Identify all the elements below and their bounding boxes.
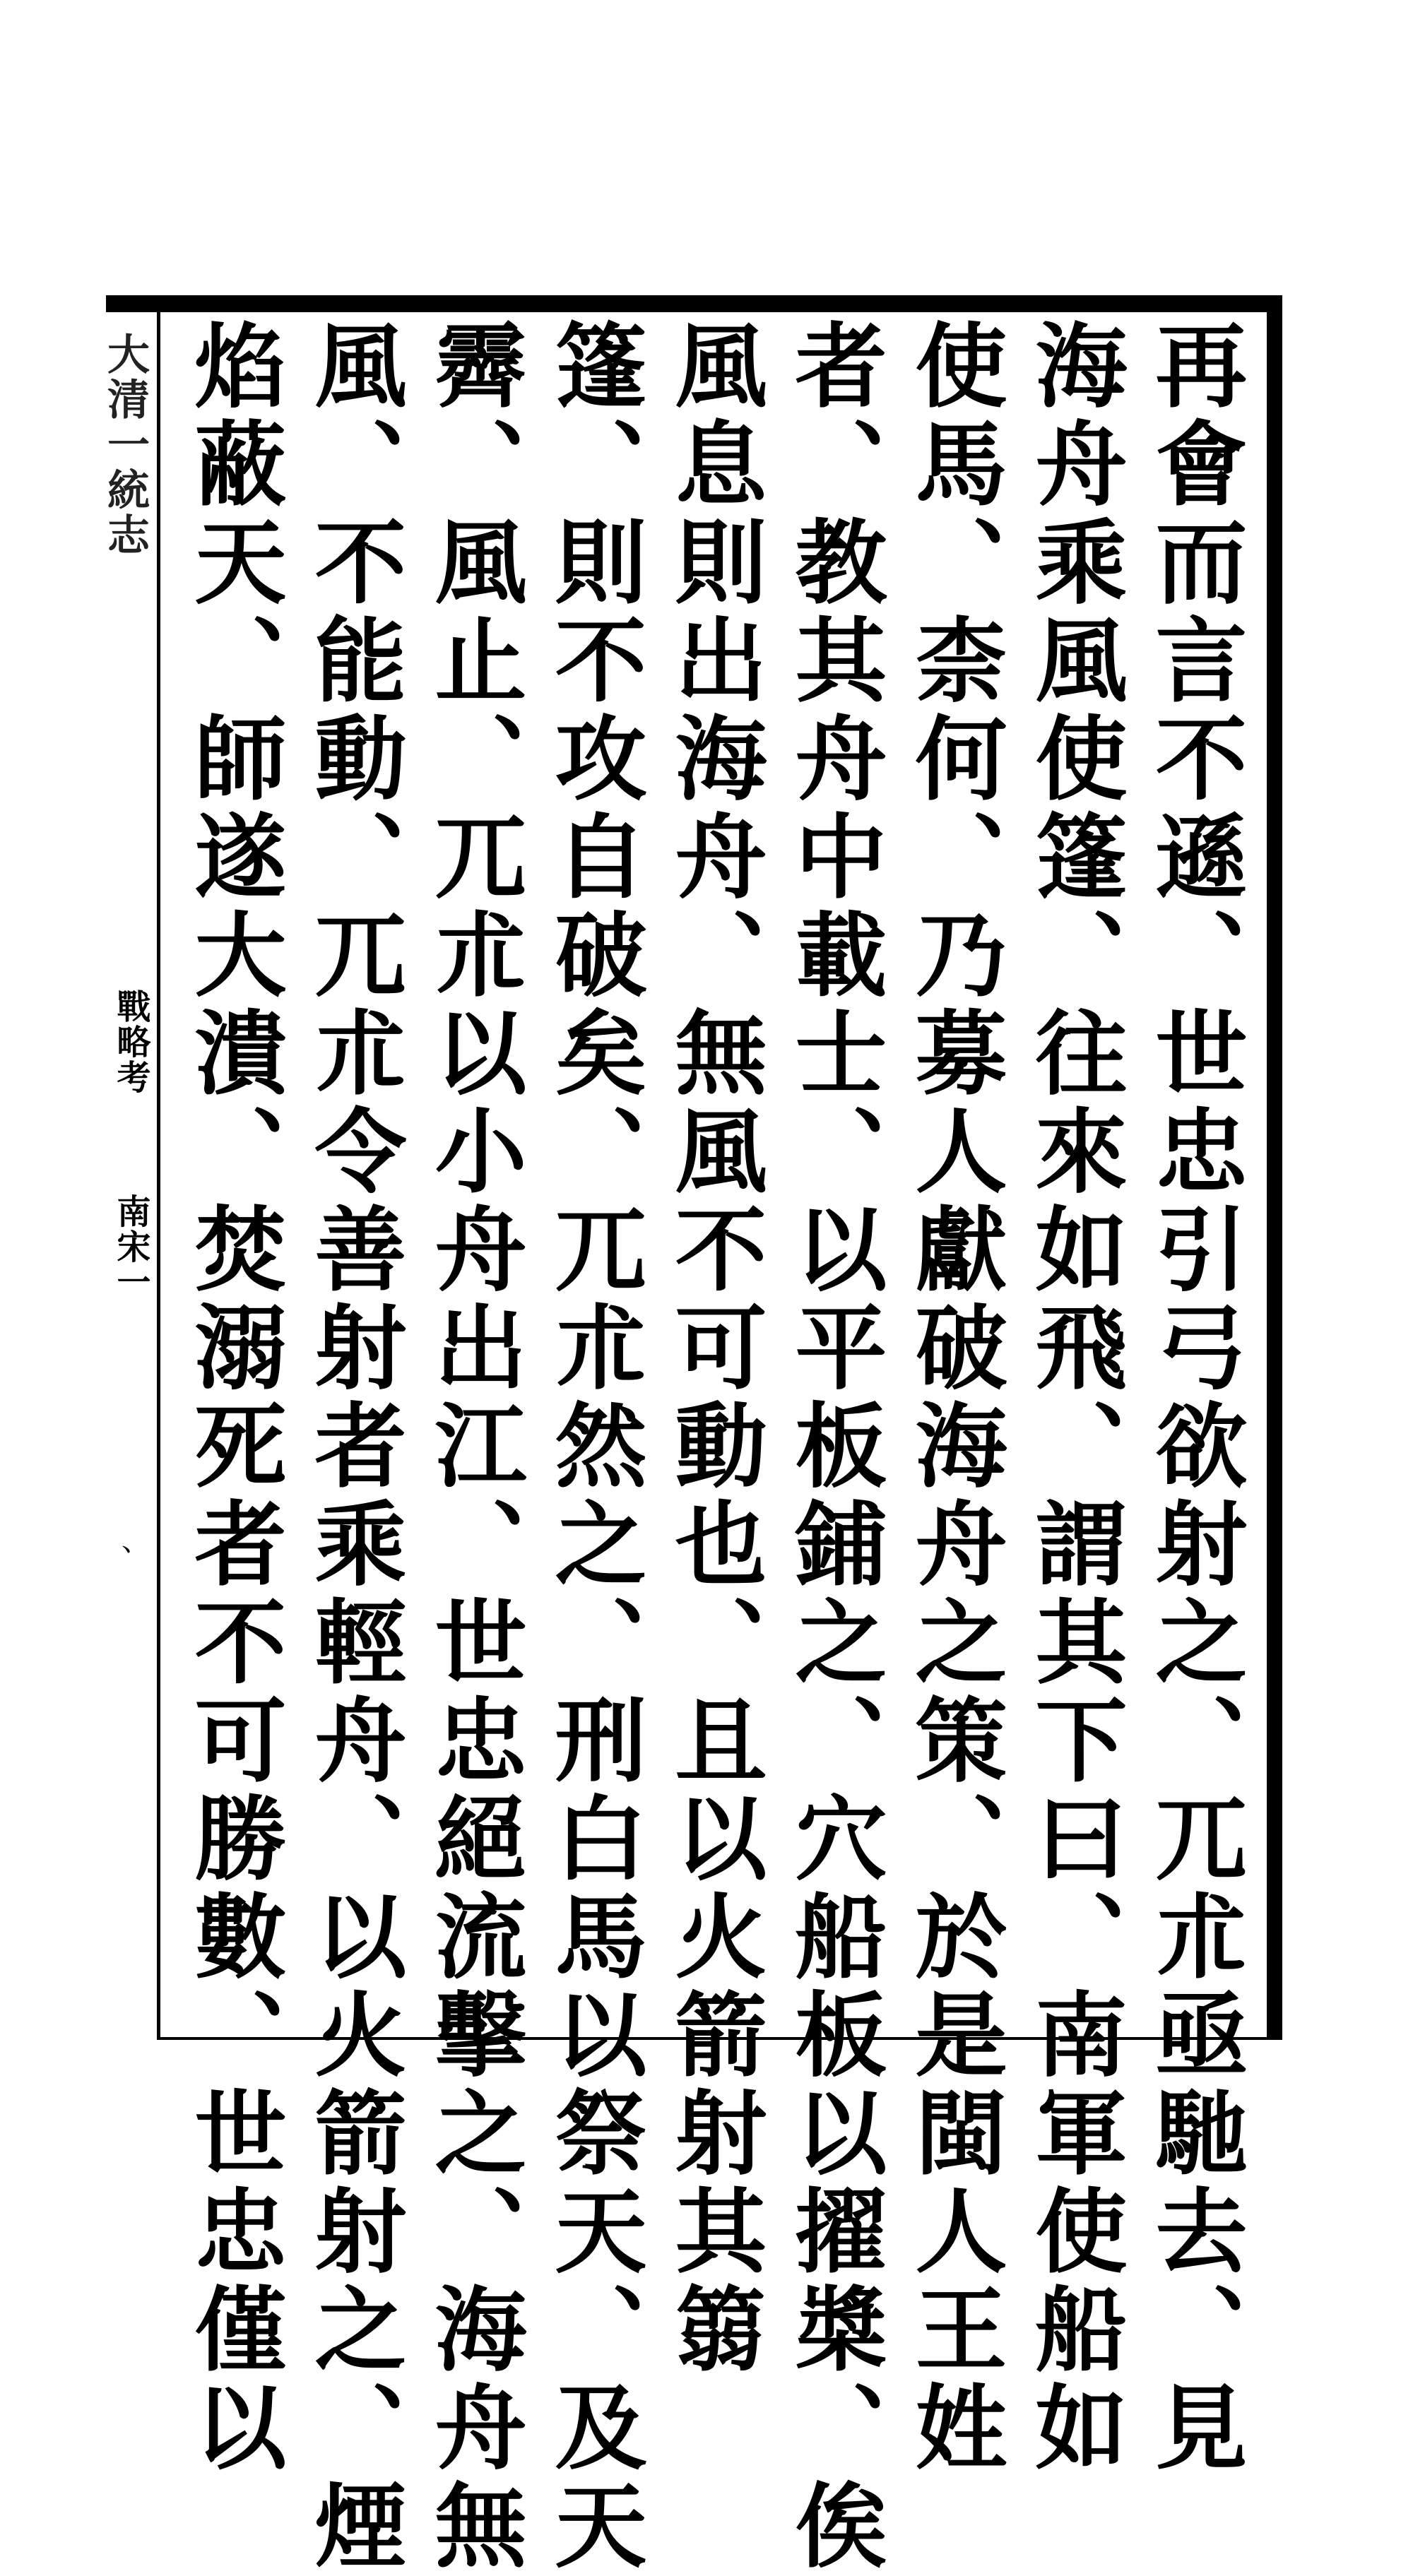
column-text: 篷、則不攻自破矣、兀朮然之、刑白馬以祭天、及天 xyxy=(540,318,648,2576)
column-text: 者、教其舟中載士、以平板鋪之、穴船板以擢槳、俟 xyxy=(780,318,888,2576)
text-column-8 xyxy=(293,318,413,2576)
page-margin-column xyxy=(100,318,155,2034)
column-text: 霽、風止、兀朮以小舟出江、世忠絕流擊之、海舟無 xyxy=(420,318,528,2576)
text-column-4 xyxy=(774,318,894,2576)
text-column-3 xyxy=(894,318,1014,2478)
margin-chapter-label: 南宋一 xyxy=(111,1194,150,1300)
text-column-2 xyxy=(1014,318,1134,2478)
page-frame-right-border xyxy=(1267,295,1282,2040)
text-column-5 xyxy=(654,318,774,2380)
page-frame-top-border xyxy=(106,295,1282,312)
column-text: 焰蔽天、師遂大潰、焚溺死者不可勝數、世忠僅以 xyxy=(179,318,288,2478)
column-text: 風息則出海舟、無風不可動也、且以火箭射其篛 xyxy=(660,318,768,2380)
column-text: 再會而言不遜、世忠引弓欲射之、兀朮亟馳去、見 xyxy=(1140,318,1248,2478)
column-text: 海舟乘風使篷、往來如飛、謂其下曰、南軍使船如 xyxy=(1020,318,1128,2478)
text-column-7 xyxy=(413,318,533,2576)
text-column-6 xyxy=(533,318,654,2576)
margin-section-title: 戰略考 xyxy=(111,989,150,1095)
text-column-1 xyxy=(1134,318,1254,2478)
column-text: 使馬、柰何、乃募人獻破海舟之策、於是閩人王姓 xyxy=(900,318,1008,2478)
margin-punctuation-mark: 、 xyxy=(122,1525,150,1557)
page-frame-left-border xyxy=(157,312,160,2040)
column-text: 風、不能動、兀朮令善射者乘輕舟、以火箭射之、煙 xyxy=(300,318,408,2576)
margin-book-title: 大清一統志 xyxy=(100,332,150,558)
text-column-9 xyxy=(173,318,293,2478)
